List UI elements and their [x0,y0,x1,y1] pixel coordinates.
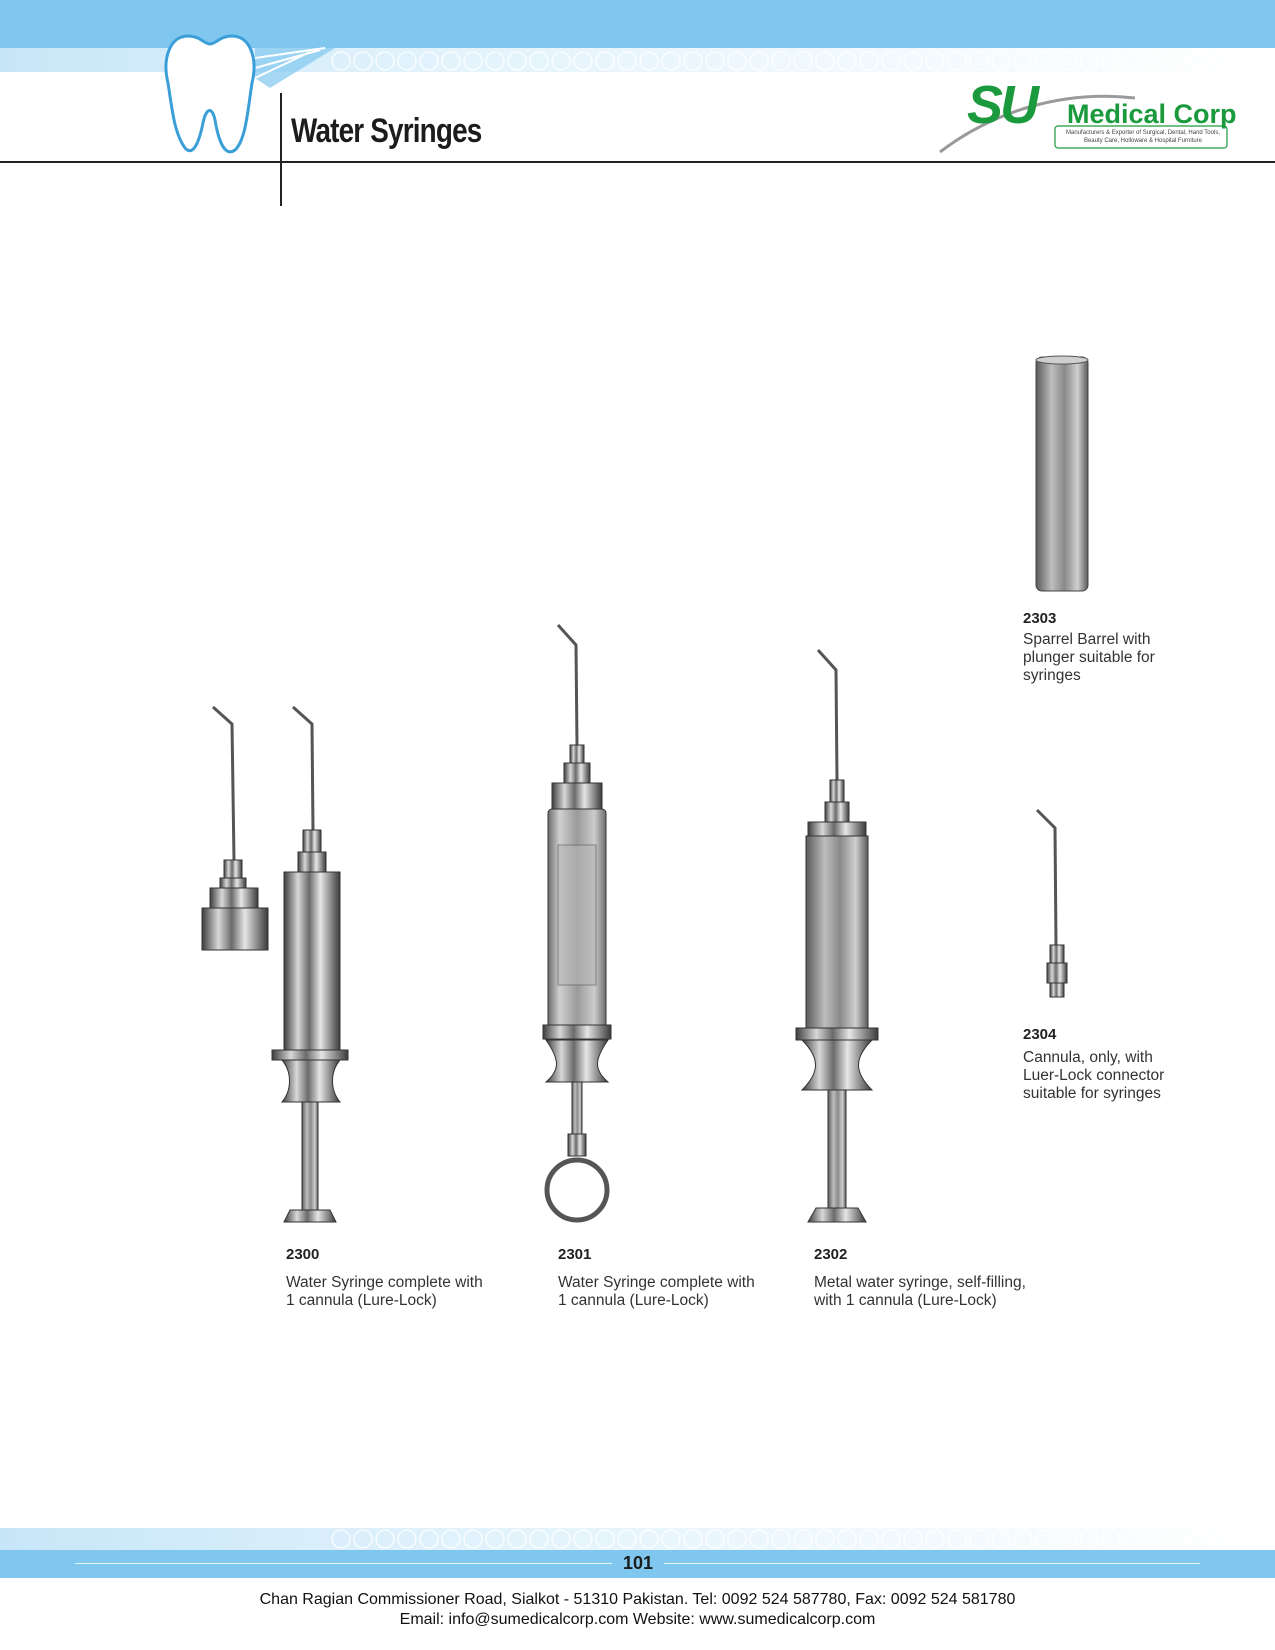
logo-tagline-line1: Manufacturers & Exporter of Surgical, Dental, Hand Tools, [1066,130,1220,136]
description-line: Luer-Lock connector [1023,1067,1165,1084]
description-line: plunger suitable for [1023,649,1155,666]
page-number: 101 [622,1553,654,1573]
product-2303 [1023,610,1155,685]
syringe-2300-illustration [272,707,348,1222]
logo-name: Medical Corp [1067,99,1237,129]
page-title: Water Syringes [291,112,482,150]
barrel-2303-illustration [1036,356,1088,591]
description-line: Sparrel Barrel with [1023,631,1151,648]
syringe-2302-illustration [796,650,878,1222]
product-code: 2300 [286,1246,320,1263]
product-description [814,1274,1026,1310]
description-line: suitable for syringes [1023,1085,1161,1102]
description-line: Water Syringe complete with [286,1274,483,1291]
product-description [286,1274,483,1310]
product-description [1023,1049,1164,1103]
description-line: 1 cannula (Lure-Lock) [558,1292,709,1309]
footer-email-website: Email: info@sumedicalcorp.com Website: www.sumedicalcorp.com [399,1611,876,1628]
syringe-2301-illustration [543,625,611,1220]
description-line: Water Syringe complete with [558,1274,755,1291]
description-line: 1 cannula (Lure-Lock) [286,1292,437,1309]
product-2301 [558,1246,755,1310]
cannula-2300-spare-illustration [202,707,268,950]
logo-tagline-line2: Beauty Care, Holloware & Hospital Furniture [1083,138,1203,144]
product-code: 2303 [1023,610,1057,627]
product-2302 [814,1246,1026,1310]
description-line: Metal water syringe, self-filling, [814,1274,1026,1291]
description-line: syringes [1023,667,1081,684]
product-description [1023,631,1155,685]
circle-pattern-bottom [330,1528,1275,1550]
product-2304 [1023,1026,1164,1103]
product-2300 [286,1246,483,1310]
description-line: with 1 cannula (Lure-Lock) [814,1292,997,1309]
footer-address: Chan Ragian Commissioner Road, Sialkot - 51310 Pakistan. Tel: 0092 524 587780, Fax: 0092 524 581780 [259,1591,1016,1608]
cannula-2304-illustration [1037,810,1067,997]
product-code: 2302 [814,1246,848,1263]
logo-letters: SU [967,75,1037,135]
product-description [558,1274,755,1310]
product-code: 2304 [1023,1026,1057,1043]
product-code: 2301 [558,1246,592,1263]
description-line: Cannula, only, with [1023,1049,1153,1066]
